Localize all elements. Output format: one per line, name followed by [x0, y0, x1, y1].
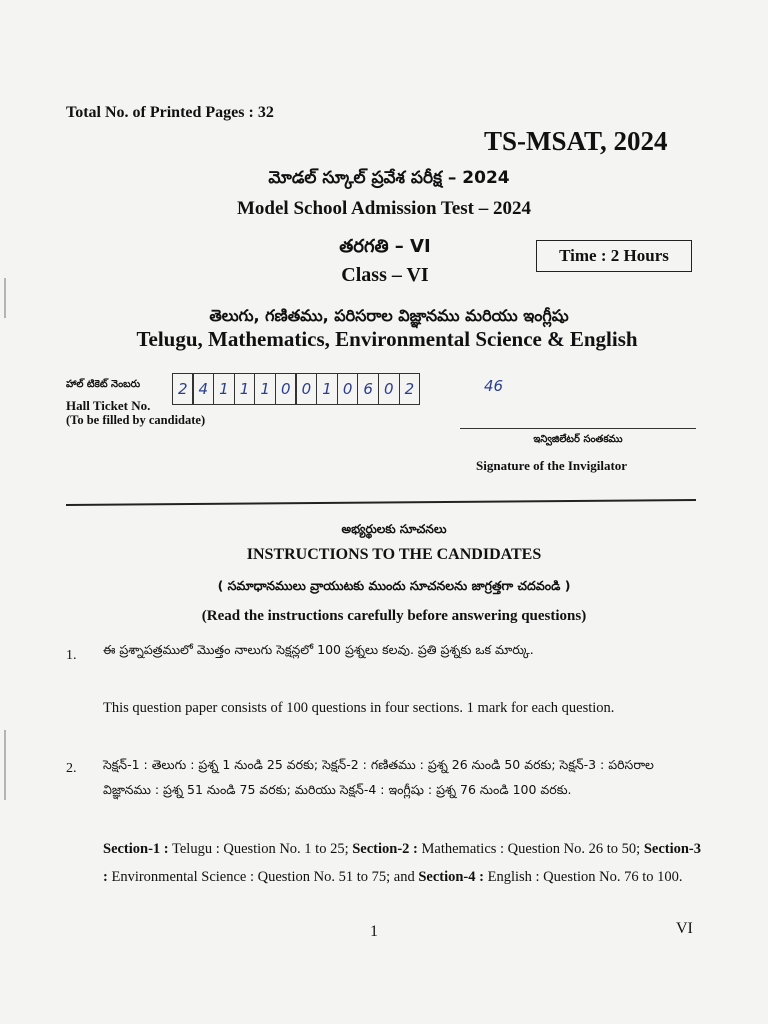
hall-ticket-digit-box[interactable]: 0 [337, 373, 359, 405]
hall-ticket-digit-box[interactable]: 2 [399, 373, 421, 405]
section-label: Section-1 : [103, 841, 169, 857]
section-text: Telugu : Question No. 1 to 25; [168, 841, 353, 857]
page-number: 1 [370, 923, 378, 940]
instructions-note: (Read the instructions carefully before answering questions) [201, 608, 587, 624]
hall-ticket-note: (To be filled by candidate) [66, 413, 206, 427]
exam-code: TS-MSAT, 2024 [484, 126, 668, 156]
hall-ticket-handwritten-overflow: 46 [484, 377, 504, 395]
title-english: Model School Admission Test – 2024 [236, 198, 532, 219]
instructions-heading: INSTRUCTIONS TO THE CANDIDATES [246, 546, 542, 563]
hall-ticket-digit-box[interactable]: 1 [234, 373, 256, 405]
hall-ticket-digit-box[interactable]: 1 [316, 373, 338, 405]
instruction-item-english: This question paper consists of 100 questions in four sections. 1 mark for each question. [103, 700, 615, 716]
section-label: Section-3 : [103, 841, 701, 885]
signature-line [460, 428, 696, 429]
class-telugu: తరగతి – VI [339, 236, 431, 257]
section-text: Mathematics : Question No. 26 to 50; [417, 841, 644, 857]
hall-ticket-digit-box[interactable]: 0 [295, 373, 317, 405]
hall-ticket-digit-box[interactable]: 4 [192, 373, 214, 405]
hall-ticket-label-telugu: హాల్ టికెట్ నెంబరు [66, 379, 141, 390]
section-label: Section-2 : [352, 841, 418, 857]
subjects-english: Telugu, Mathematics, Environmental Science & English [136, 327, 638, 351]
time-box: Time : 2 Hours [536, 240, 692, 272]
hall-ticket-digit-box[interactable]: 1 [254, 373, 276, 405]
page-edge-mark [4, 730, 6, 800]
invigilator-signature-label-telugu: ఇన్విజిలేటర్ సంతకము [533, 434, 623, 445]
hall-ticket-digit-box[interactable]: 1 [213, 373, 235, 405]
subjects-telugu: తెలుగు, గణితము, పరిసరాల విజ్ఞానము మరియు ఇంగ్లీషు [209, 306, 569, 325]
section-divider [66, 499, 696, 506]
section-label: Section-4 : [418, 869, 484, 885]
printed-pages-count: Total No. of Printed Pages : 32 [66, 104, 274, 121]
class-english: Class – VI [341, 264, 429, 286]
hall-ticket-digit-box[interactable]: 6 [357, 373, 379, 405]
instruction-item-number: 2. [66, 761, 77, 776]
instruction-item-number: 1. [66, 648, 77, 663]
section-text: Environmental Science : Question No. 51 to 75; and [107, 869, 419, 885]
instruction-item-english [103, 835, 703, 891]
hall-ticket-digit-box[interactable]: 0 [378, 373, 400, 405]
instructions-heading-telugu: అభ్యర్థులకు సూచనలు [341, 522, 447, 536]
page-code: VI [676, 920, 693, 937]
hall-ticket-digit-box[interactable]: 0 [275, 373, 297, 405]
instruction-item-telugu: సెక్షన్-1 : తెలుగు : ప్రశ్న 1 నుండి 25 వరకు; సెక్షన్-2 : గణితము : ప్రశ్న 26 నుండి 50 వరకు; సెక్షన్-3 : పరిసరాల విజ్ఞానము : ప్రశ్న 51 నుండి 75 వరకు; మరియు సెక్షన్-4 : ఇంగ్లీషు : ప్రశ్న 76 నుండి 100 వరకు. [103, 757, 654, 797]
hall-ticket-digit-box[interactable]: 2 [172, 373, 194, 405]
invigilator-signature-label: Signature of the Invigilator [476, 458, 628, 473]
instructions-note-telugu: ( సమాధానములు వ్రాయుటకు ముందు సూచనలను జాగ్రత్తగా చదవండి ) [217, 578, 571, 593]
title-telugu: మోడల్ స్కూల్ ప్రవేశ పరీక్ష – 2024 [268, 168, 510, 188]
section-text: English : Question No. 76 to 100. [483, 869, 683, 885]
instruction-item-telugu: ఈ ప్రశ్నాపత్రములో మొత్తం నాలుగు సెక్షన్లలో 100 ప్రశ్నలు కలవు. ప్రతి ప్రశ్నకు ఒక మార్కు. [103, 642, 534, 657]
hall-ticket-label: Hall Ticket No. [66, 398, 151, 413]
hall-ticket-number-boxes[interactable] [173, 373, 420, 405]
